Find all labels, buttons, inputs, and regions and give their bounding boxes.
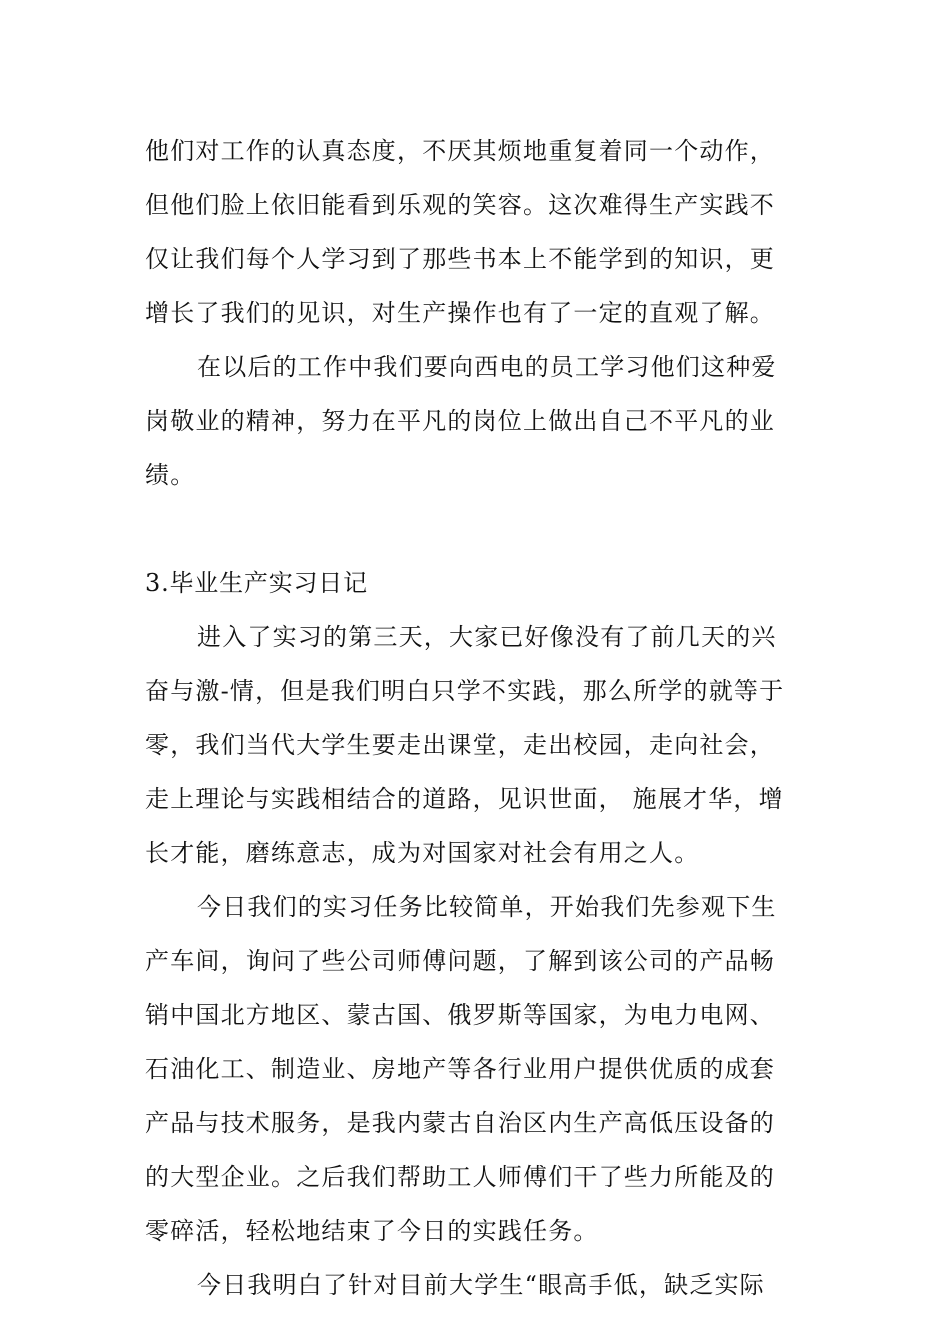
text-line: 奋与激-情，但是我们明白只学不实践，那么所学的就等于 <box>145 677 785 705</box>
heading-text: 3.毕业生产实习日记 <box>145 569 368 597</box>
text-line: 增长了我们的见识，对生产操作也有了一定的直观了解。 <box>145 299 775 327</box>
text-line: 在以后的工作中我们要向西电的员工学习他们这种爱 <box>197 353 777 381</box>
paragraph-5 <box>145 1258 807 1312</box>
paragraph-4 <box>145 880 807 1258</box>
paragraph-2 <box>145 340 807 502</box>
text-line: 走上理论与实践相结合的道路，见识世面， 施展才华，增 <box>145 785 784 813</box>
paragraph-3 <box>145 610 807 880</box>
text-line: 的大型企业。之后我们帮助工人师傅们干了些力所能及的 <box>145 1163 775 1191</box>
text-line: 岗敬业的精神，努力在平凡的岗位上做出自己不平凡的业 <box>145 407 775 435</box>
text-line: 进入了实习的第三天，大家已好像没有了前几天的兴 <box>197 623 777 651</box>
document-body <box>145 124 807 1312</box>
text-line: 他们对工作的认真态度，不厌其烦地重复着同一个动作， <box>145 137 775 165</box>
text-line: 但他们脸上依旧能看到乐观的笑容。这次难得生产实践不 <box>145 191 775 219</box>
paragraph-1 <box>145 124 807 340</box>
text-line: 零碎活，轻松地结束了今日的实践任务。 <box>145 1217 599 1245</box>
text-line: 产品与技术服务，是我内蒙古自治区内生产高低压设备的 <box>145 1109 775 1137</box>
text-line: 长才能，磨练意志，成为对国家对社会有用之人。 <box>145 839 700 867</box>
text-line: 今日我们的实习任务比较简单，开始我们先参观下生 <box>197 893 777 921</box>
section-heading <box>145 556 807 610</box>
text-line: 今日我明白了针对目前大学生“眼高手低，缺乏实际 <box>197 1271 765 1299</box>
text-line: 销中国北方地区、蒙古国、俄罗斯等国家，为电力电网、 <box>145 1001 775 1029</box>
text-line: 仅让我们每个人学习到了那些书本上不能学到的知识，更 <box>145 245 775 273</box>
text-line: 零，我们当代大学生要走出课堂，走出校园，走向社会， <box>145 731 775 759</box>
blank-line <box>145 502 807 556</box>
text-line: 绩。 <box>145 461 196 489</box>
text-line: 石油化工、制造业、房地产等各行业用户提供优质的成套 <box>145 1055 775 1083</box>
text-line: 产车间，询问了些公司师傅问题，了解到该公司的产品畅 <box>145 947 775 975</box>
